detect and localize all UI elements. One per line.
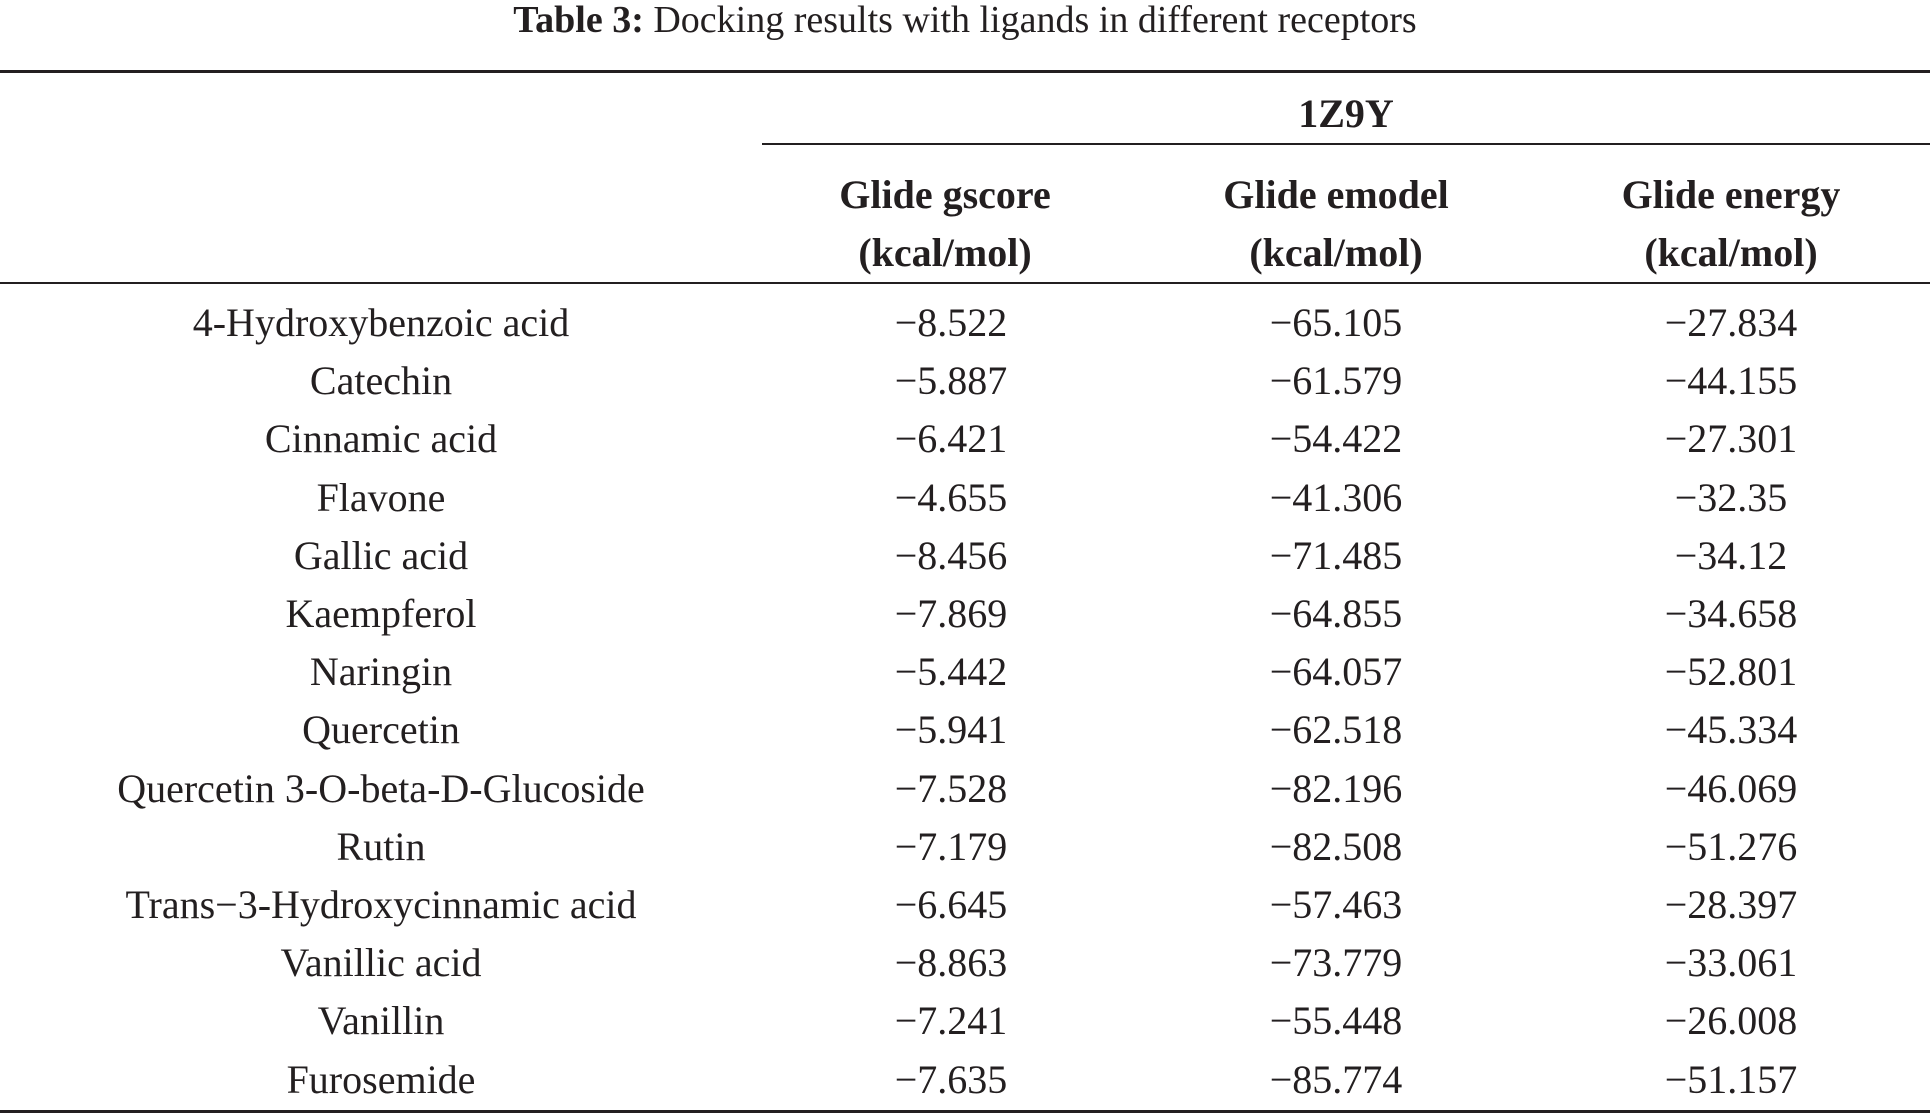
table-row [0,876,1930,934]
energy-cell: −27.834 [1664,300,1798,346]
ligand-name-cell: Vanillic acid [280,940,482,986]
gscore-cell: −5.887 [894,358,1008,404]
table-row [0,992,1930,1050]
gscore-cell: −6.421 [894,416,1008,462]
ligand-name-cell: Furosemide [286,1056,476,1102]
gscore-cell: −7.528 [894,765,1008,811]
table-row [0,818,1930,876]
emodel-cell: −57.463 [1269,881,1403,927]
emodel-cell: −64.057 [1269,649,1403,695]
energy-cell: −27.301 [1664,416,1798,462]
gscore-cell: −7.635 [894,1056,1008,1102]
energy-cell: −34.12 [1674,532,1788,578]
column-header-energy-unit: (kcal/mol) [1644,230,1818,275]
emodel-cell: −85.774 [1269,1056,1403,1102]
emodel-cell: −82.508 [1269,823,1403,869]
ligand-name-cell: Cinnamic acid [264,416,498,462]
table-row [0,410,1930,468]
group-rule [762,143,1930,145]
emodel-cell: −62.518 [1269,707,1403,753]
table-body [0,294,1930,1109]
emodel-cell: −65.105 [1269,300,1403,346]
gscore-cell: −7.869 [894,591,1008,637]
gscore-cell: −5.941 [894,707,1008,753]
table-row [0,760,1930,818]
table-row [0,585,1930,643]
emodel-cell: −71.485 [1269,532,1403,578]
docking-results-table [0,294,1930,1109]
energy-cell: −44.155 [1664,358,1798,404]
column-header-gscore [762,166,1128,282]
gscore-cell: −7.179 [894,823,1008,869]
top-rule [0,70,1930,73]
table-caption [0,0,1930,40]
ligand-name-cell: Catechin [309,358,453,404]
column-header-energy [1532,166,1930,282]
energy-cell: −32.35 [1674,474,1788,520]
table-caption-label: Table 3: [513,0,644,41]
table-row [0,527,1930,585]
column-header-emodel-unit: (kcal/mol) [1249,230,1423,275]
gscore-cell: −8.456 [894,532,1008,578]
gscore-cell: −6.645 [894,881,1008,927]
ligand-name-cell: Kaempferol [285,591,477,637]
gscore-cell: −5.442 [894,649,1008,695]
table-row [0,701,1930,759]
ligand-name-cell: 4-Hydroxybenzoic acid [192,300,570,346]
ligand-name-cell: Quercetin 3-O-beta-D-Glucoside [117,765,645,811]
ligand-name-cell: Flavone [316,474,446,520]
emodel-cell: −54.422 [1269,416,1403,462]
table-caption-text: Docking results with ligands in different receptors [643,0,1417,41]
energy-cell: −51.276 [1664,823,1798,869]
receptor-group-header: 1Z9Y [1298,91,1394,136]
ligand-name-cell: Gallic acid [293,532,469,578]
table-row [0,352,1930,410]
gscore-cell: −8.522 [894,300,1008,346]
column-header-gscore-title: Glide gscore [839,172,1051,217]
ligand-name-cell: Quercetin [302,707,460,753]
ligand-name-cell: Trans−3-Hydroxycinnamic acid [125,881,637,927]
ligand-name-cell: Naringin [309,649,453,695]
gscore-cell: −4.655 [894,474,1008,520]
emodel-cell: −73.779 [1269,940,1403,986]
ligand-name-cell: Rutin [336,823,426,869]
energy-cell: −26.008 [1664,998,1798,1044]
table-row [0,294,1930,352]
emodel-cell: −55.448 [1269,998,1403,1044]
emodel-cell: −41.306 [1269,474,1403,520]
energy-cell: −52.801 [1664,649,1798,695]
table-row [0,643,1930,701]
table-row [0,469,1930,527]
emodel-cell: −82.196 [1269,765,1403,811]
emodel-cell: −61.579 [1269,358,1403,404]
header-rule [0,282,1930,284]
energy-cell: −51.157 [1664,1056,1798,1102]
bottom-rule [0,1110,1930,1113]
energy-cell: −33.061 [1664,940,1798,986]
energy-cell: −46.069 [1664,765,1798,811]
column-header-emodel [1140,166,1532,282]
table-row [0,1050,1930,1108]
energy-cell: −34.658 [1664,591,1798,637]
gscore-cell: −7.241 [894,998,1008,1044]
ligand-name-cell: Vanillin [317,998,445,1044]
emodel-cell: −64.855 [1269,591,1403,637]
gscore-cell: −8.863 [894,940,1008,986]
energy-cell: −28.397 [1664,881,1798,927]
column-header-emodel-title: Glide emodel [1223,172,1449,217]
energy-cell: −45.334 [1664,707,1798,753]
column-header-energy-title: Glide energy [1621,172,1841,217]
table-row [0,934,1930,992]
column-header-gscore-unit: (kcal/mol) [858,230,1032,275]
